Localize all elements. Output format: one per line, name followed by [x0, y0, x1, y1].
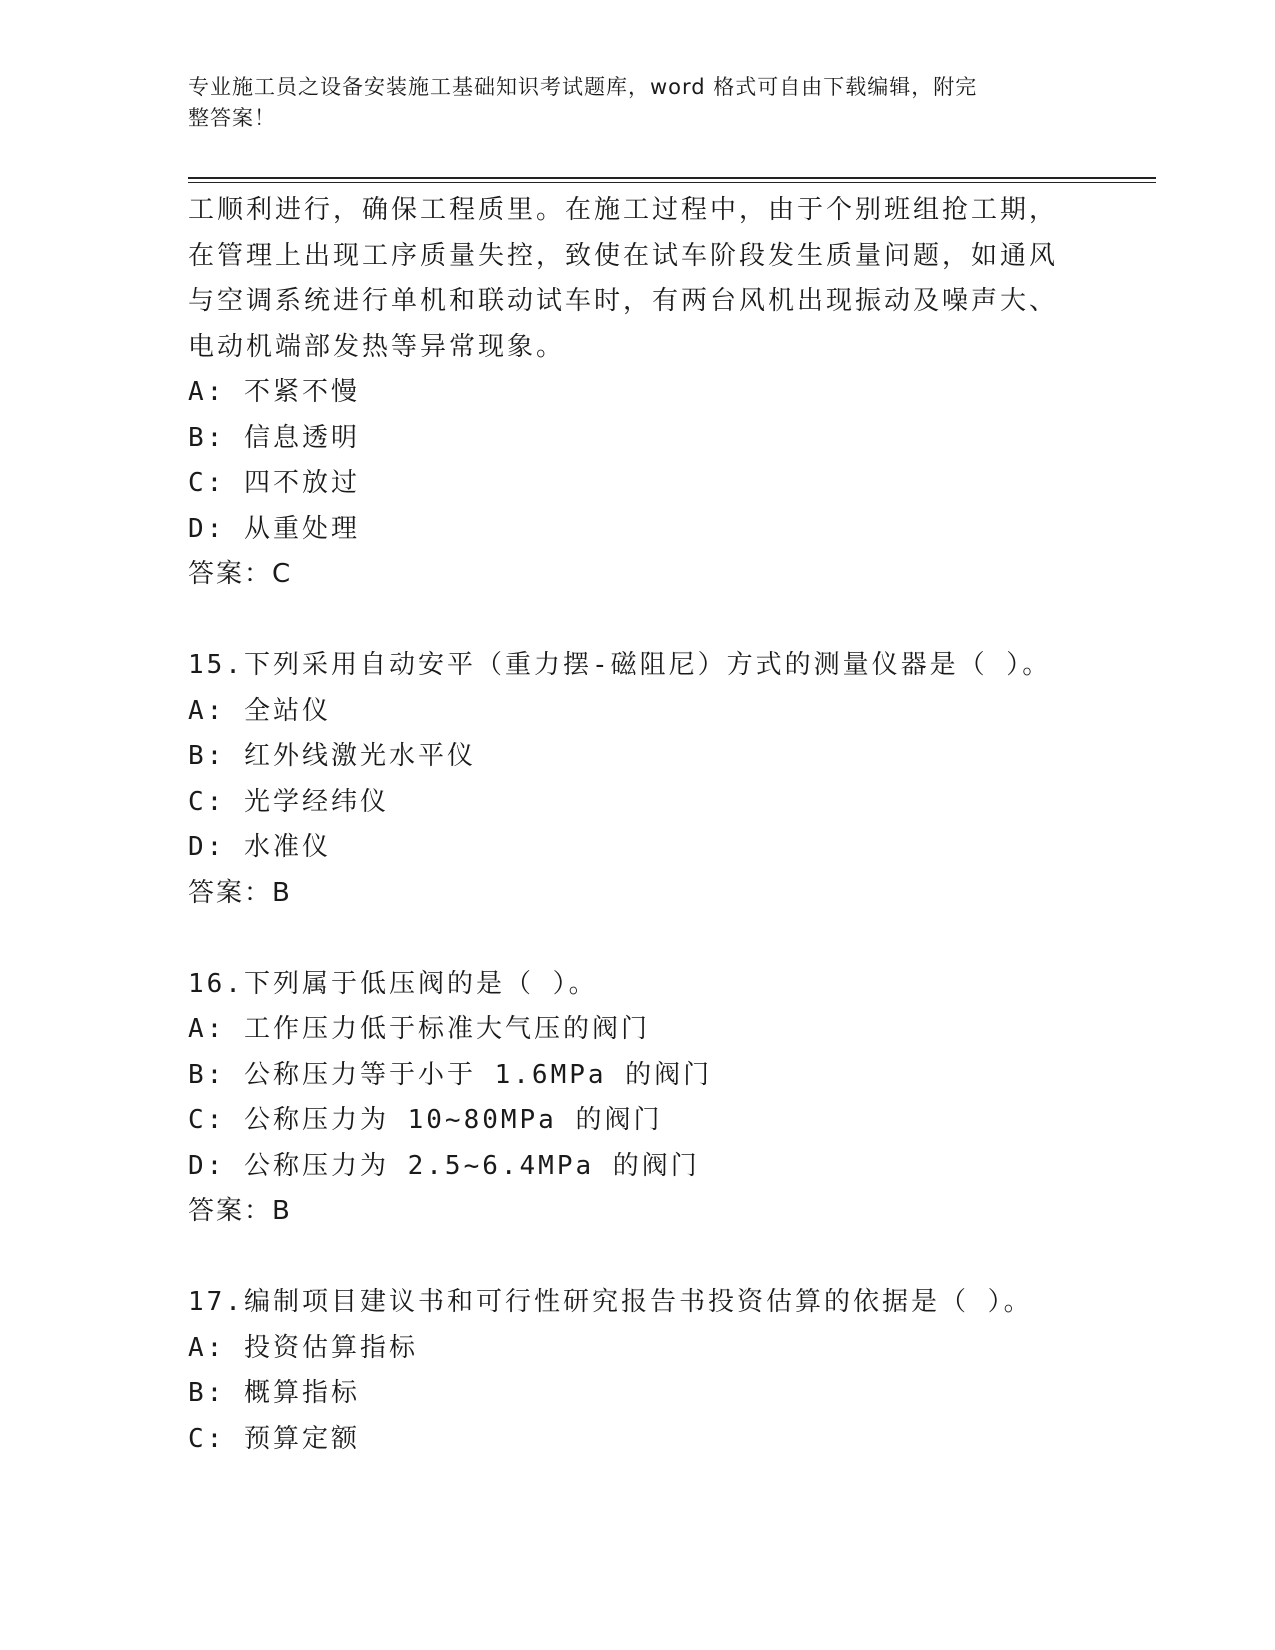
header-divider-thick	[188, 177, 1156, 179]
option-a: A: 投资估算指标	[188, 1332, 418, 1363]
option-b: B: 公称压力等于小于 1.6MPa 的阀门	[188, 1059, 713, 1090]
spacer	[188, 598, 1088, 644]
option-d: D: 公称压力为 2.5~6.4MPa 的阀门	[188, 1150, 700, 1181]
question-text-line: 工顺利进行，确保工程质里。在施工过程中，由于个别班组抢工期，	[188, 195, 1059, 225]
spacer	[188, 916, 1088, 962]
option-a: A: 工作压力低于标准大气压的阀门	[188, 1014, 650, 1044]
option-d: D: 从重处理	[188, 513, 360, 544]
answer-line: 答案：C	[188, 559, 293, 589]
option-c: C: 四不放过	[188, 468, 360, 498]
option-c: C: 光学经纬仪	[188, 786, 389, 817]
question-text-line: 与空调系统进行单机和联动试车时，有两台风机出现振动及噪声大、	[188, 286, 1059, 316]
option-b: B: 信息透明	[188, 422, 360, 453]
document-body	[188, 188, 1088, 1462]
option-b: B: 红外线激光水平仪	[188, 741, 476, 771]
option-c: C: 预算定额	[188, 1423, 360, 1454]
option-d: D: 水准仪	[188, 832, 331, 862]
document-header	[188, 72, 1068, 134]
question-stem: 15.下列采用自动安平（重力摆-磁阻尼）方式的测量仪器是（ ）。	[188, 650, 1052, 680]
option-b: B: 概算指标	[188, 1378, 360, 1408]
question-stem: 16.下列属于低压阀的是（ ）。	[188, 968, 598, 999]
question-text-line: 电动机端部发热等异常现象。	[188, 331, 566, 362]
spacer	[188, 1235, 1088, 1281]
header-line-2: 整答案！	[188, 106, 276, 130]
question-17	[188, 1280, 1088, 1462]
option-a: A: 不紧不慢	[188, 377, 360, 407]
question-stem: 17.编制项目建议书和可行性研究报告书投资估算的依据是（ ）。	[188, 1287, 1033, 1317]
question-14-continuation	[188, 188, 1088, 598]
header-divider-thin	[188, 182, 1156, 183]
answer-line: 答案：B	[188, 1196, 292, 1226]
question-16	[188, 962, 1088, 1235]
question-15	[188, 643, 1088, 916]
option-c: C: 公称压力为 10~80MPa 的阀门	[188, 1105, 663, 1135]
header-line-1: 专业施工员之设备安装施工基础知识考试题库，word 格式可自由下载编辑，附完	[188, 75, 978, 99]
question-text-line: 在管理上出现工序质量失控，致使在试车阶段发生质量问题，如通风	[188, 240, 1059, 271]
option-a: A: 全站仪	[188, 695, 331, 726]
answer-line: 答案：B	[188, 877, 292, 908]
